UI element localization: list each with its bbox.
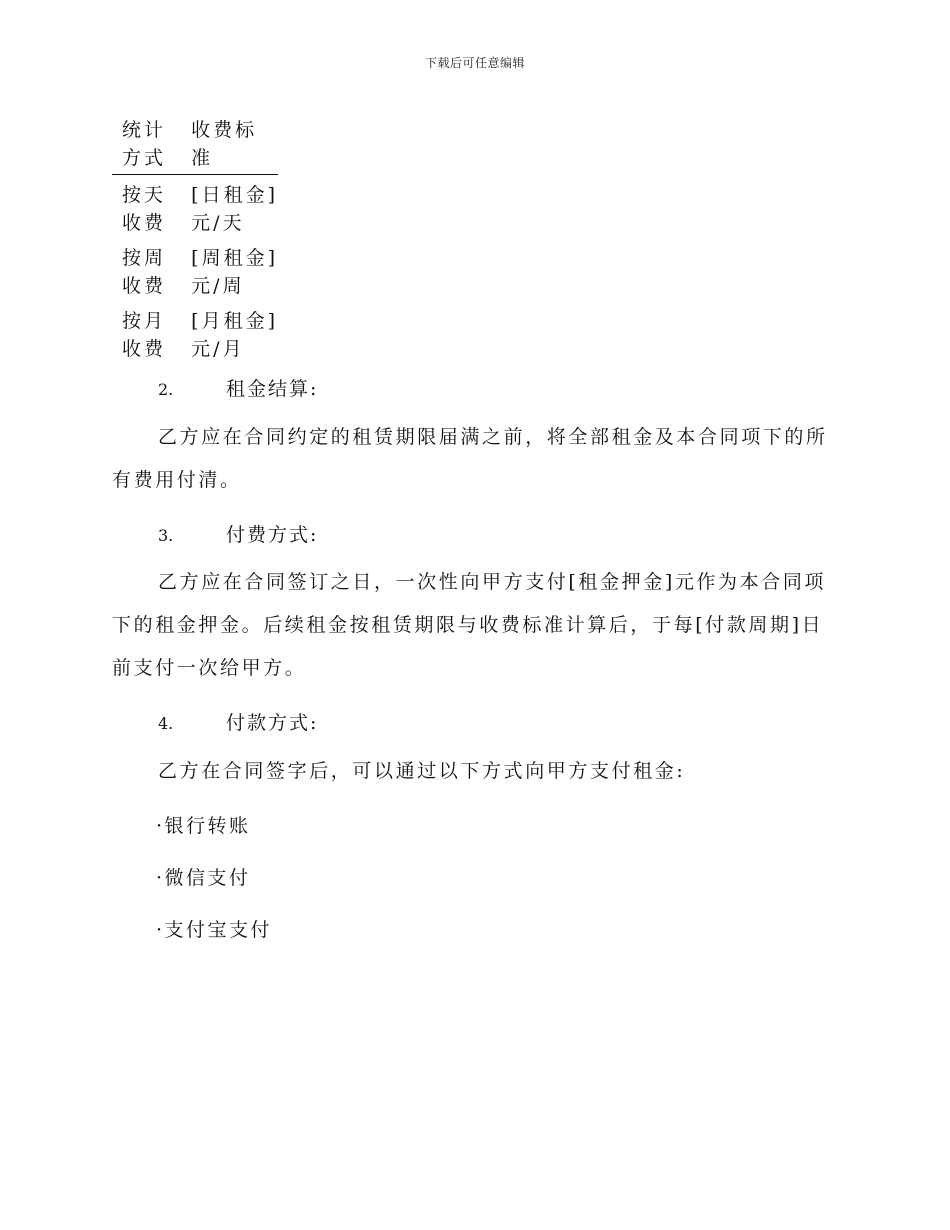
table-row: [112, 175, 278, 241]
standard-cell: [月租金] 元/月: [191, 310, 278, 360]
payment-option-bank-transfer: ·银行转账: [156, 815, 251, 837]
table-header-row: [112, 116, 278, 175]
header-method: 统计 方式: [112, 116, 191, 175]
fee-standard-table: [112, 116, 278, 366]
section-title: 付款方式:: [226, 712, 319, 734]
payment-option-alipay: ·支付宝支付: [156, 919, 273, 941]
method-cell: 按周 收费: [122, 247, 167, 297]
section-number: 2.: [158, 380, 174, 399]
table-row: [112, 303, 278, 366]
table-row: [112, 240, 278, 303]
paragraph-payment-method: 乙方在合同签字后，可以通过以下方式向甲方支付租金:: [158, 760, 686, 782]
method-cell: 按天 收费: [122, 184, 167, 234]
section-heading-fee-method: [158, 520, 318, 547]
section-number: 3.: [158, 526, 174, 545]
standard-cell: [周租金] 元/周: [191, 247, 278, 297]
page-header: 下载后可任意编辑: [424, 56, 525, 70]
method-cell: 按月 收费: [122, 310, 167, 360]
section-title: 租金结算:: [226, 378, 319, 400]
section-number: 4.: [158, 714, 174, 733]
paragraph-rent-settlement: 乙方应在合同约定的租赁期限届满之前，将全部租金及本合同项下的所有费用付清。: [112, 426, 828, 491]
section-title: 付费方式:: [226, 524, 319, 546]
section-heading-payment-method: [158, 708, 318, 735]
standard-cell: [日租金] 元/天: [191, 184, 278, 234]
header-standard: 收费标 准: [191, 116, 278, 175]
section-heading-rent-settlement: [158, 374, 318, 401]
payment-option-wechat: ·微信支付: [156, 867, 251, 889]
paragraph-fee-method: 乙方应在合同签订之日，一次性向甲方支付[租金押金]元作为本合同项下的租金押金。后续租金按租赁期限与收费标准计算后，于每[付款周期]日前支付一次给甲方。: [112, 571, 827, 679]
